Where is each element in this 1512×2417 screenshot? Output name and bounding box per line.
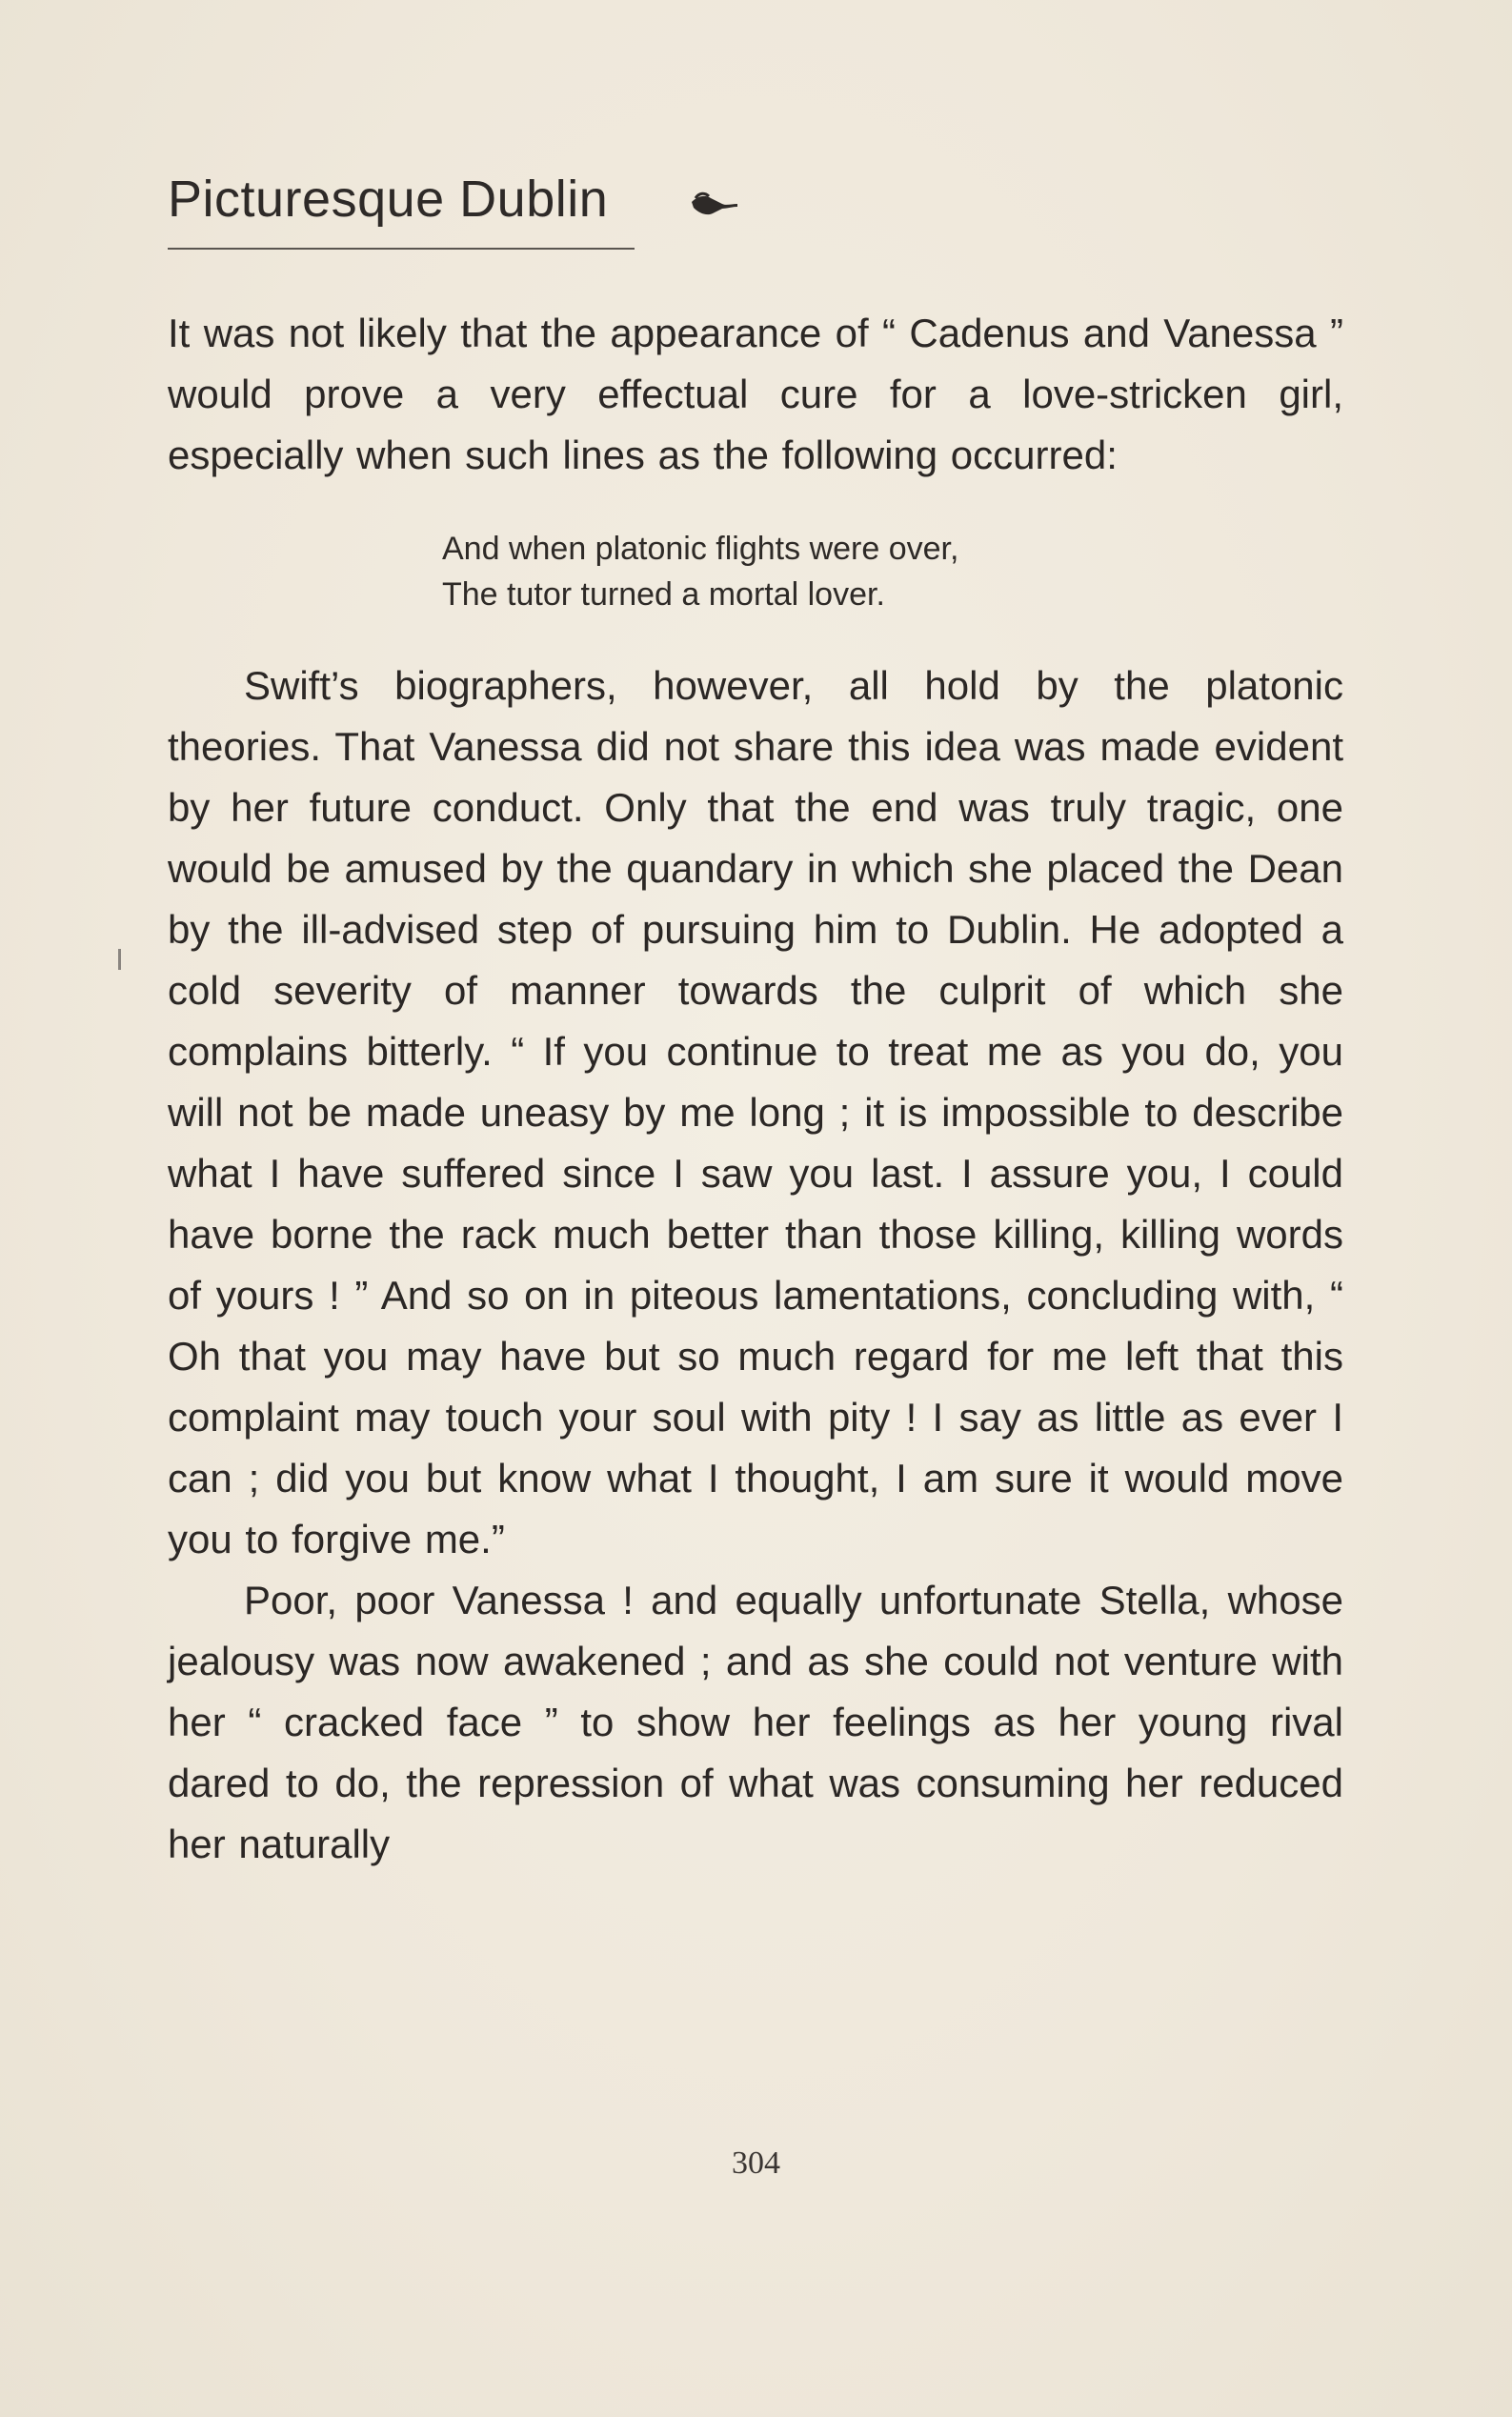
running-head <box>168 170 635 246</box>
margin-mark <box>118 949 121 970</box>
page-number: 304 <box>732 2145 780 2181</box>
running-head-title: Picturesque Dublin <box>168 171 609 228</box>
paragraph-1: It was not likely that the appearance of “ Cadenus and Vanessa ” would prove a very effectual cure for a love-stricken girl, especially when such lines as the following occurred: <box>168 311 1343 477</box>
pointing-hand-icon <box>690 185 739 223</box>
paragraph-3: Poor, poor Vanessa ! and equally unfortunate Stella, whose jealousy was now awakened ; and as she could not venture with her “ cracked face ” to show her feelings as her young rival dared to do, the repression of what was consuming her reduced her naturally <box>168 1578 1343 1866</box>
running-head-rule <box>168 248 635 250</box>
verse-line-2: The tutor turned a mortal lover. <box>442 576 885 613</box>
verse-quotation <box>442 526 1343 617</box>
verse-line-1: And when platonic flights were over, <box>442 531 959 567</box>
paragraph-2: Swift’s biographers, however, all hold by the platonic theories. That Vanessa did not share this idea was made evident by her future conduct. Only that the end was truly tragic, one would be amused by the quandary in which she placed the Dean by the ill-advised step of pursuing him to Dublin. He adopted a cold severity of manner towards the culprit of which she complains bitterly. “ If you continue to treat me as you do, you will not be made uneasy by me long ; it is impossible to describe what I have suffered since I saw you last. I assure you, I could have borne the rack much better than those killing, killing words of yours ! ” And so on in piteous lamentations, concluding with, “ Oh that you may have but so much regard for me left that this complaint may touch your soul with pity ! I say as little as ever I can ; did you but know what I thought, I am sure it would move you to forgive me.” <box>168 663 1343 1561</box>
body-text <box>168 303 1343 1875</box>
